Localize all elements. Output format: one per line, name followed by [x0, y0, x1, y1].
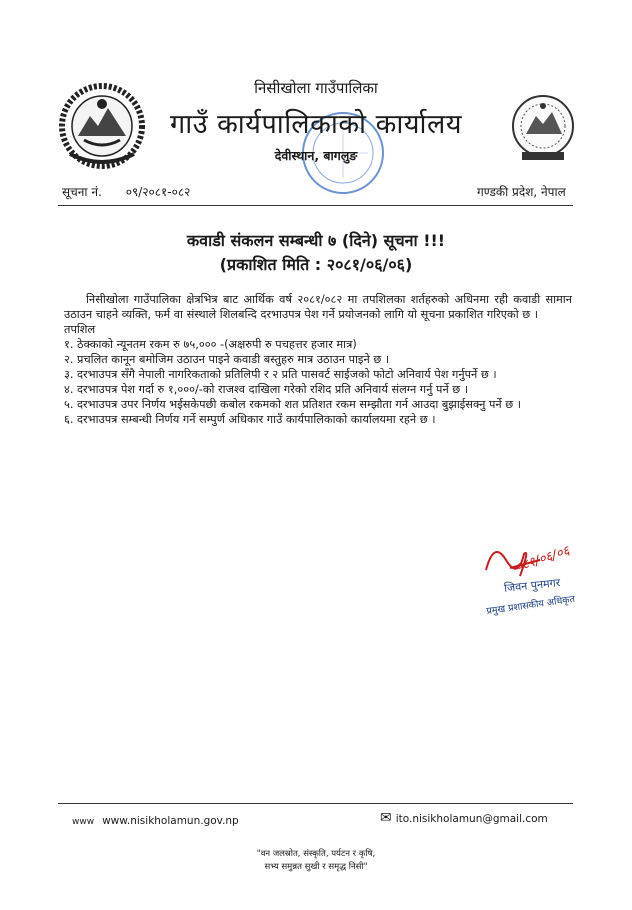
signer-name: जिवन पुनमगर [503, 576, 561, 595]
municipality-name: निसीखोला गाउँपालिका [254, 79, 378, 97]
notice-number-value: ०९/२०८१-०८२ [125, 185, 191, 199]
condition-item: ३. दरभाउपत्र सँगै नेपाली नागरिकताको प्रतिलिपी र २ प्रति पासवर्ट साईजको फोटो अनिवार्य पेश गर्नुपर्ने छ । [64, 368, 497, 381]
notice-number [62, 183, 190, 200]
notice-body [64, 292, 572, 427]
office-name: गाउँ कार्यपालिकाको कार्यालय [170, 109, 462, 140]
office-address: देवीस्थान, बागलुङ [274, 148, 358, 163]
website-text: www.nisikholamun.gov.np [102, 815, 239, 827]
condition-item: ४. दरभाउपत्र पेश गर्दा रु १,०००/-को राजश्व दाखिला गरेको रशिद प्रति अनिवार्य संलग्न गर्नु पर्ने छ । [64, 383, 469, 396]
condition-item: २. प्रचलित कानून बमोजिम उठाउन पाइने कवाडी बस्तुहरु मात्र उठाउन पाइने छ । [64, 353, 390, 366]
condition-item: १. ठेक्काको न्यूनतम रकम रु ७५,००० -(अक्षरुपी रु पचहत्तर हजार मात्र) [64, 338, 357, 351]
notice-label: सूचना नं. [62, 185, 102, 199]
footer-divider [58, 803, 573, 804]
notice-title: कवाडी संकलन सम्बन्धी ७ (दिने) सूचना !!! [186, 231, 446, 250]
motto-line: सभ्य समुन्नत सुखी र समृद्ध निसी" [264, 862, 368, 872]
signer-title: प्रमुख प्रशासकीय अधिकृत [485, 593, 576, 618]
email-text: ito.nisikholamun@gmail.com [395, 813, 548, 825]
globe-icon: www [72, 817, 95, 827]
header-divider [58, 205, 573, 206]
condition-item: ५. दरभाउपत्र उपर निर्णय भईसकेपछी कबोल रकमको शत प्रतिशत रकम सम्झौता गर्न आउदा बुझाईसक्नु पर्ने छ । [64, 398, 522, 411]
website-link[interactable] [72, 815, 239, 827]
condition-item: ६. दरभाउपत्र सम्बन्धी निर्णय गर्ने सम्पुर्ण अधिकार गाउँ कार्यपालिकाको कार्यालयमा रहने छ । [64, 413, 436, 426]
publish-date: (प्रकाशित मिति : २०८१/०६/०६) [219, 255, 413, 274]
motto-line: "वन जलस्रोत, संस्कृति, पर्यटन र कृषि, [256, 849, 376, 859]
mail-icon: ✉ [380, 810, 392, 826]
email-link[interactable] [380, 810, 548, 826]
signature-date: ०८१/०६/०६ [513, 543, 572, 576]
section-label: तपशिल [64, 323, 96, 336]
province-label: गण्डकी प्रदेश, नेपाल [477, 185, 566, 199]
intro-paragraph: निसीखोला गाउँपालिका क्षेत्रभित्र बाट आर्थिक वर्ष २०८१/०८२ मा तपशिलका शर्तहरुको अधिनमा रही कवाडी सामान उठाउन चाहने व्यक्ति, फर्म वा संस्थाले शिलबन्दि दरभाउपत्र पेश गर्ने प्रयोजनको लागि यो सूचना प्रकाशित गरिएको छ । [64, 293, 572, 321]
